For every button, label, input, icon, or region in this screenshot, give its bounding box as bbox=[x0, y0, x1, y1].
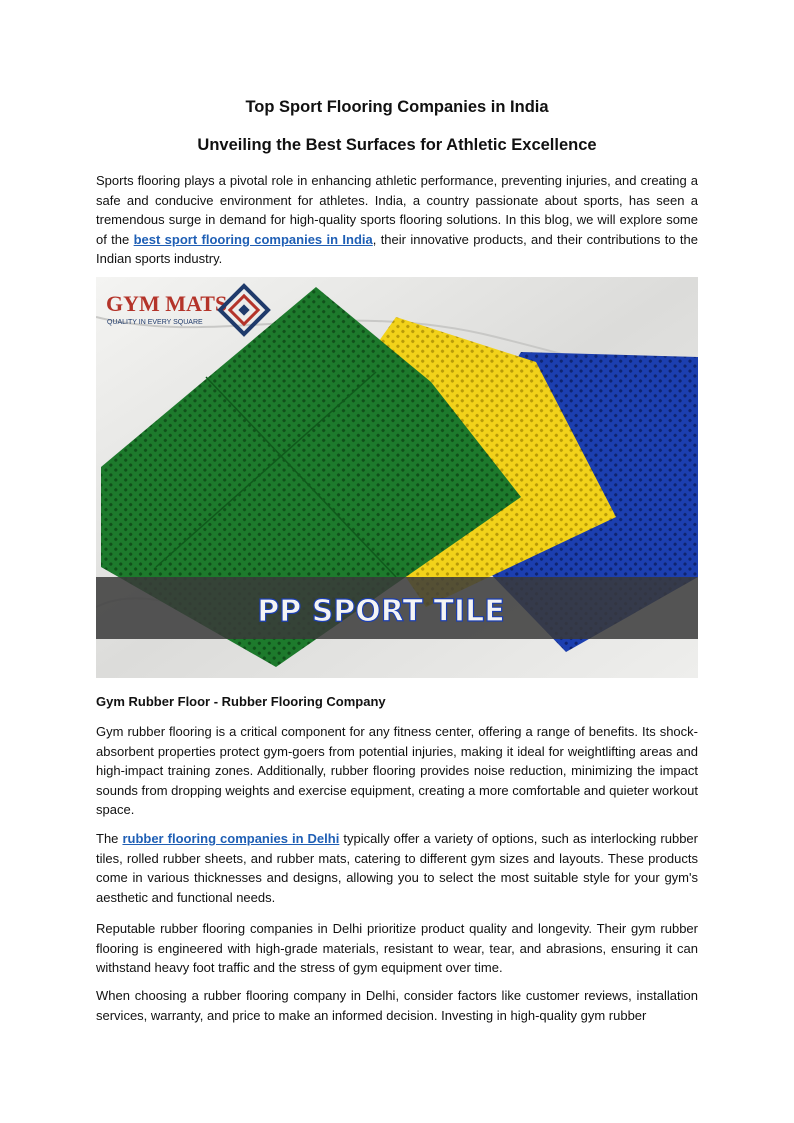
pp-sport-tile-photo bbox=[96, 277, 698, 678]
body-paragraph-3: Reputable rubber flooring companies in Delhi prioritize product quality and longevity. Their gym rubber flooring is engineered with high-grade materials, resistant to wear, tear, and abrasions, ensuring it can withstand heavy foot traffic and the stress of gym equipment over time. bbox=[96, 921, 698, 976]
section-heading: Gym Rubber Floor - Rubber Flooring Company bbox=[96, 694, 386, 709]
gym-mats-logo bbox=[96, 277, 276, 337]
body-paragraph-2 bbox=[96, 829, 698, 907]
logo-brand-text: GYM MATS bbox=[106, 291, 228, 316]
banner-text: PP SPORT TILE bbox=[257, 594, 505, 629]
intro-text-after: , their innovative products, and their contributions to the Indian sports industry. bbox=[96, 231, 698, 267]
logo-tagline-text: QUALITY IN EVERY SQUARE bbox=[107, 319, 203, 326]
rubber-flooring-delhi-link[interactable]: rubber flooring companies in Delhi bbox=[122, 831, 340, 846]
body-paragraph-1: Gym rubber flooring is a critical component for any fitness center, offering a range of benefits. Its shock-absorbent properties protect gym-goers from potential injuries, making it ideal for weightlifting areas and high-impact training zones. Additionally, rubber flooring provides noise reduction, minimizing the impact sounds from dropping weights and exercise equipment, creating a more comfortable and quieter workout space. bbox=[96, 724, 698, 818]
body-paragraph-4: When choosing a rubber flooring company in Delhi, consider factors like customer reviews, installation services, warranty, and price to make an informed decision. Investing in high-quality gym rubber bbox=[96, 988, 698, 1023]
page-title: Top Sport Flooring Companies in India bbox=[245, 98, 549, 116]
p2-text-after: typically offer a variety of options, such as interlocking rubber tiles, rolled rubber sheets, and rubber mats, catering to different gym sizes and layouts. These products come in various thicknesses and designs, allowing you to select the most suitable style for your gym's aesthetic and functional needs. bbox=[96, 831, 698, 905]
intro-text-before: Sports flooring plays a pivotal role in enhancing athletic performance, preventing injuries, and creating a safe and conducive environment for athletes. India, a country passionate about sports, has seen a tremendous surge in demand for high-quality sports flooring solutions. In this blog, we will explore some of the bbox=[96, 173, 698, 247]
intro-paragraph bbox=[96, 171, 698, 269]
best-sport-flooring-link[interactable]: best sport flooring companies in India bbox=[133, 231, 373, 247]
page-subtitle: Unveiling the Best Surfaces for Athletic Excellence bbox=[197, 136, 597, 154]
p2-text-before: The bbox=[96, 831, 123, 846]
